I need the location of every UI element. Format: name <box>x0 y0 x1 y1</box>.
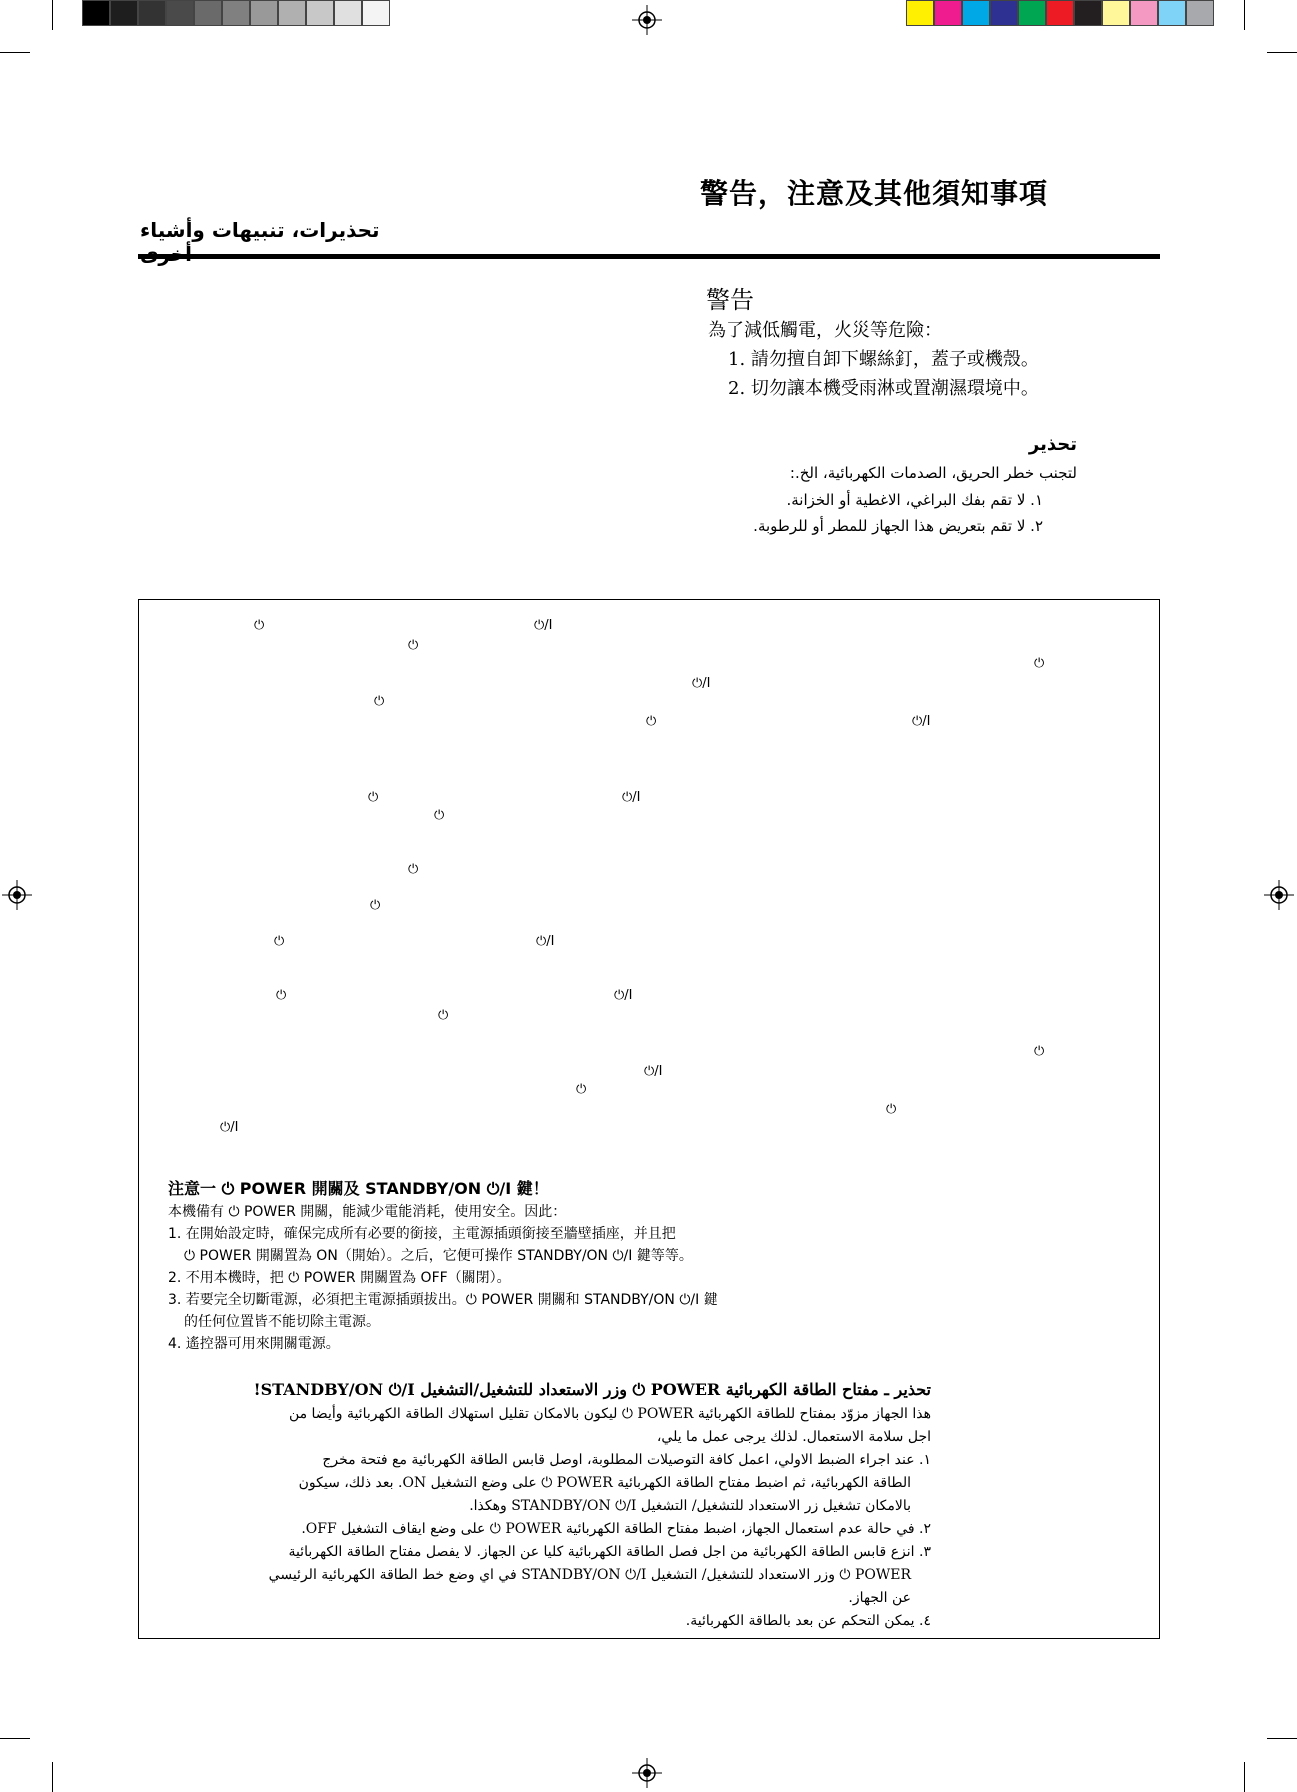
standby-symbol: ⏻/I <box>534 618 553 633</box>
warning-item-ar: ١. لا تقم بفك البراغي، الاغطية أو الخزانة. <box>786 491 1043 509</box>
power-symbol: ⏻ <box>576 1082 587 1097</box>
power-symbol: ⏻ <box>370 898 381 913</box>
note-title-ar: تحذير ـ مفتاح الطاقة الكهربائية POWER ⏻ وزر الاستعداد للتشغيل/التشغيل STANDBY/ON ⏻/I! <box>253 1380 931 1399</box>
standby-symbol: ⏻/I <box>644 1064 663 1079</box>
registration-mark <box>632 5 662 35</box>
power-symbol: ⏻ <box>374 694 385 709</box>
calibration-swatch <box>110 0 138 26</box>
calibration-swatch <box>250 0 278 26</box>
note-line-zh: 1. 在開始設定時，確保完成所有必要的銜接，主電源插頭銜接至牆壁插座，并且把 <box>168 1226 676 1242</box>
note-line-ar: اجل سلامة الاستعمال. لذلك يرجى عمل ما يلي، <box>656 1429 931 1445</box>
power-symbol: ⏻ <box>438 1008 449 1023</box>
calibration-swatch <box>962 0 990 26</box>
standby-symbol: ⏻/I <box>614 988 633 1003</box>
calibration-swatch <box>934 0 962 26</box>
crop-mark <box>1244 1762 1245 1792</box>
note-line-zh: 的任何位置皆不能切除主電源。 <box>184 1314 380 1330</box>
gray-calibration-bar <box>82 0 390 26</box>
note-line-ar: الطاقة الكهربائية، ثم اضبط مفتاح الطاقة الكهربائية POWER ⏻ على وضع التشغيل ON. بعد ذلك، سيكون <box>298 1475 911 1491</box>
crop-mark <box>0 1738 30 1739</box>
calibration-swatch <box>1158 0 1186 26</box>
calibration-swatch <box>222 0 250 26</box>
calibration-swatch <box>1018 0 1046 26</box>
crop-mark <box>1267 1738 1297 1739</box>
calibration-swatch <box>362 0 390 26</box>
header-rule <box>138 254 1160 259</box>
page-title-ar: تحذيرات، تنبيهات وأشياء <box>140 218 380 242</box>
warning-intro-zh: 為了減低觸電，火災等危險： <box>708 320 942 341</box>
warning-item-zh: 1. 請勿擅自卸下螺絲釘，蓋子或機殼。 <box>728 349 1039 370</box>
note-line-ar: ٢. في حالة عدم استعمال الجهاز، اضبط مفتاح الطاقة الكهربائية POWER ⏻ على وضع ايقاف التشغيل OFF. <box>301 1521 931 1537</box>
warning-heading-ar: تحذير <box>1028 434 1077 455</box>
calibration-swatch <box>194 0 222 26</box>
crop-mark <box>52 0 53 30</box>
calibration-swatch <box>990 0 1018 26</box>
power-symbol: ⏻ <box>886 1102 897 1117</box>
calibration-swatch <box>1102 0 1130 26</box>
note-title-zh: 注意一 ⏻ POWER 開關及 STANDBY/ON ⏻/I 鍵！ <box>168 1179 549 1198</box>
note-line-ar: عن الجهاز. <box>848 1590 911 1606</box>
note-line-ar: ٤. يمكن التحكم عن بعد بالطاقة الكهربائية. <box>685 1613 931 1629</box>
power-symbol: ⏻ <box>254 618 265 633</box>
registration-mark <box>1264 880 1294 910</box>
crop-mark <box>1244 0 1245 30</box>
standby-symbol: ⏻/I <box>536 934 555 949</box>
power-symbol: ⏻ <box>1034 1044 1045 1059</box>
note-line-ar: هذا الجهاز مزوّد بمفتاح للطاقة الكهربائية POWER ⏻ ليكون بالامكان تقليل استهلاك الطاقة الكهربائية وأيضا من <box>288 1406 931 1422</box>
standby-symbol: ⏻/I <box>220 1120 239 1135</box>
calibration-swatch <box>306 0 334 26</box>
note-line-zh: ⏻ POWER 開關置為 ON（開始）。之后，它便可操作 STANDBY/ON ⏻/I 鍵等等。 <box>184 1248 693 1264</box>
warning-item-ar: ٢. لا تقم بتعريض هذا الجهاز للمطر أو للرطوبة. <box>753 517 1043 535</box>
note-line-ar: ١. عند اجراء الضبط الاولي، اعمل كافة التوصيلات المطلوبة، اوصل قابس الطاقة الكهربائية مع فتحة مخرج <box>322 1452 931 1468</box>
note-line-zh: 2. 不用本機時，把 ⏻ POWER 開關置為 OFF（關閉）。 <box>168 1270 511 1286</box>
standby-symbol: ⏻/I <box>622 790 641 805</box>
note-line-ar: بالامكان تشغيل زر الاستعداد للتشغيل/ التشغيل STANDBY/ON ⏻/I وهكذا. <box>469 1498 911 1514</box>
calibration-swatch <box>906 0 934 26</box>
calibration-swatch <box>1074 0 1102 26</box>
power-symbol: ⏻ <box>408 638 419 653</box>
power-symbol: ⏻ <box>408 862 419 877</box>
note-line-zh: 3. 若要完全切斷電源，必須把主電源插頭拔出。⏻ POWER 開關和 STANDBY/ON ⏻/I 鍵 <box>168 1292 718 1308</box>
calibration-swatch <box>1046 0 1074 26</box>
warning-heading-zh: 警告 <box>706 286 754 314</box>
note-line-zh: 本機備有 ⏻ POWER 開關，能減少電能消耗，使用安全。因此： <box>168 1204 567 1220</box>
note-line-ar: ٣. انزع قابس الطاقة الكهربائية من اجل فصل الطاقة الكهربائية كليا عن الجهاز. لا يفصل مفتاح الطاقة الكهربائية <box>288 1544 931 1560</box>
calibration-swatch <box>334 0 362 26</box>
page-title-zh: 警告，注意及其他須知事項 <box>700 177 1049 210</box>
calibration-swatch <box>278 0 306 26</box>
crop-mark <box>1267 52 1297 53</box>
crop-mark <box>52 1762 53 1792</box>
note-line-zh: 4. 遙控器可用來開關電源。 <box>168 1336 340 1352</box>
power-symbol: ⏻ <box>274 934 285 949</box>
power-symbol: ⏻ <box>1034 656 1045 671</box>
color-calibration-bar <box>906 0 1214 26</box>
calibration-swatch <box>138 0 166 26</box>
warning-item-zh: 2. 切勿讓本機受雨淋或置潮濕環境中。 <box>728 378 1039 399</box>
standby-symbol: ⏻/I <box>692 676 711 691</box>
power-symbol: ⏻ <box>646 714 657 729</box>
calibration-swatch <box>82 0 110 26</box>
warning-intro-ar: لتجنب خطر الحريق، الصدمات الكهربائية، الخ.: <box>789 464 1077 482</box>
crop-mark <box>0 52 30 53</box>
power-symbol: ⏻ <box>368 790 379 805</box>
calibration-swatch <box>1186 0 1214 26</box>
note-line-ar: POWER ⏻ وزر الاستعداد للتشغيل/ التشغيل STANDBY/ON ⏻/I في اي وضع خط الطاقة الكهربائية الرئيسي <box>268 1567 911 1583</box>
registration-mark <box>2 880 32 910</box>
calibration-swatch <box>1130 0 1158 26</box>
standby-symbol: ⏻/I <box>912 714 931 729</box>
registration-mark <box>632 1758 662 1788</box>
calibration-swatch <box>166 0 194 26</box>
power-symbol: ⏻ <box>434 808 445 823</box>
power-symbol: ⏻ <box>276 988 287 1003</box>
